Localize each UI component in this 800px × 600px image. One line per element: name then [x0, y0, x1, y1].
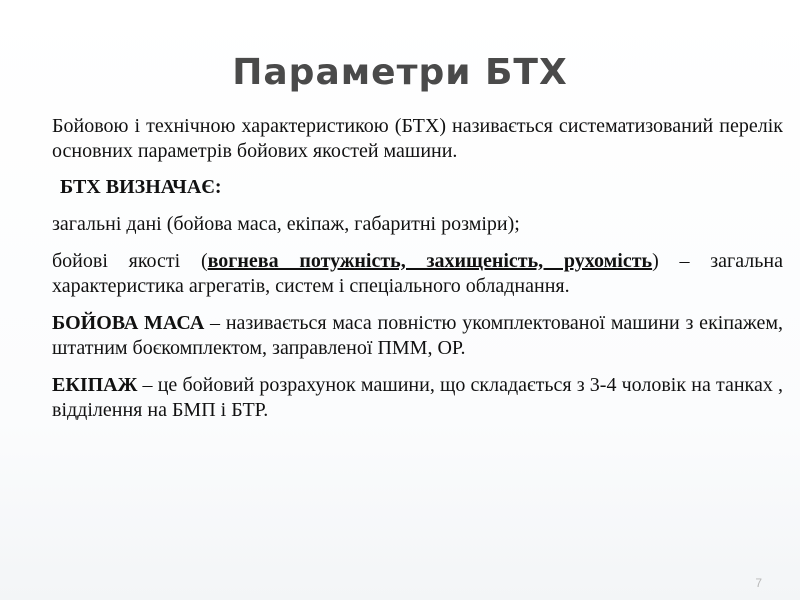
combat-qualities-emphasis: вогнева потужність, захищеність, рухомість	[207, 250, 653, 272]
slide-body	[52, 114, 783, 435]
paragraph-heading: БТХ ВИЗНАЧАЄ:	[60, 176, 222, 198]
crew-definition: – це бойовий розрахунок машини, що складається з 3-4 чоловік на танках , відділення на БМП і БТР.	[52, 374, 783, 421]
paragraph-combat-mass	[52, 311, 783, 361]
paragraph-general-data: загальні дані (бойова маса, екіпаж, габаритні розміри);	[52, 213, 520, 235]
slide-title: Параметри БТХ	[232, 52, 568, 93]
paragraph-crew	[52, 373, 783, 423]
combat-qualities-lead: бойові якості (	[52, 250, 208, 272]
paragraph-combat-qualities	[52, 249, 783, 299]
combat-mass-term: БОЙОВА МАСА	[52, 312, 205, 334]
page-number: 7	[755, 576, 762, 590]
crew-term: ЕКІПАЖ	[52, 374, 138, 396]
combat-mass-definition: – називається маса повністю укомплектованої машини з екіпажем, штатним боєкомплектом, заправленої ПММ, ОР.	[52, 312, 784, 359]
paragraph-definition: Бойовою і технічною характеристикою (БТХ) називається систематизований перелік основних параметрів бойових якостей машини.	[52, 115, 783, 162]
combat-qualities-rest: ) – загальна характеристика агрегатів, систем і спеціального обладнання.	[52, 250, 783, 297]
